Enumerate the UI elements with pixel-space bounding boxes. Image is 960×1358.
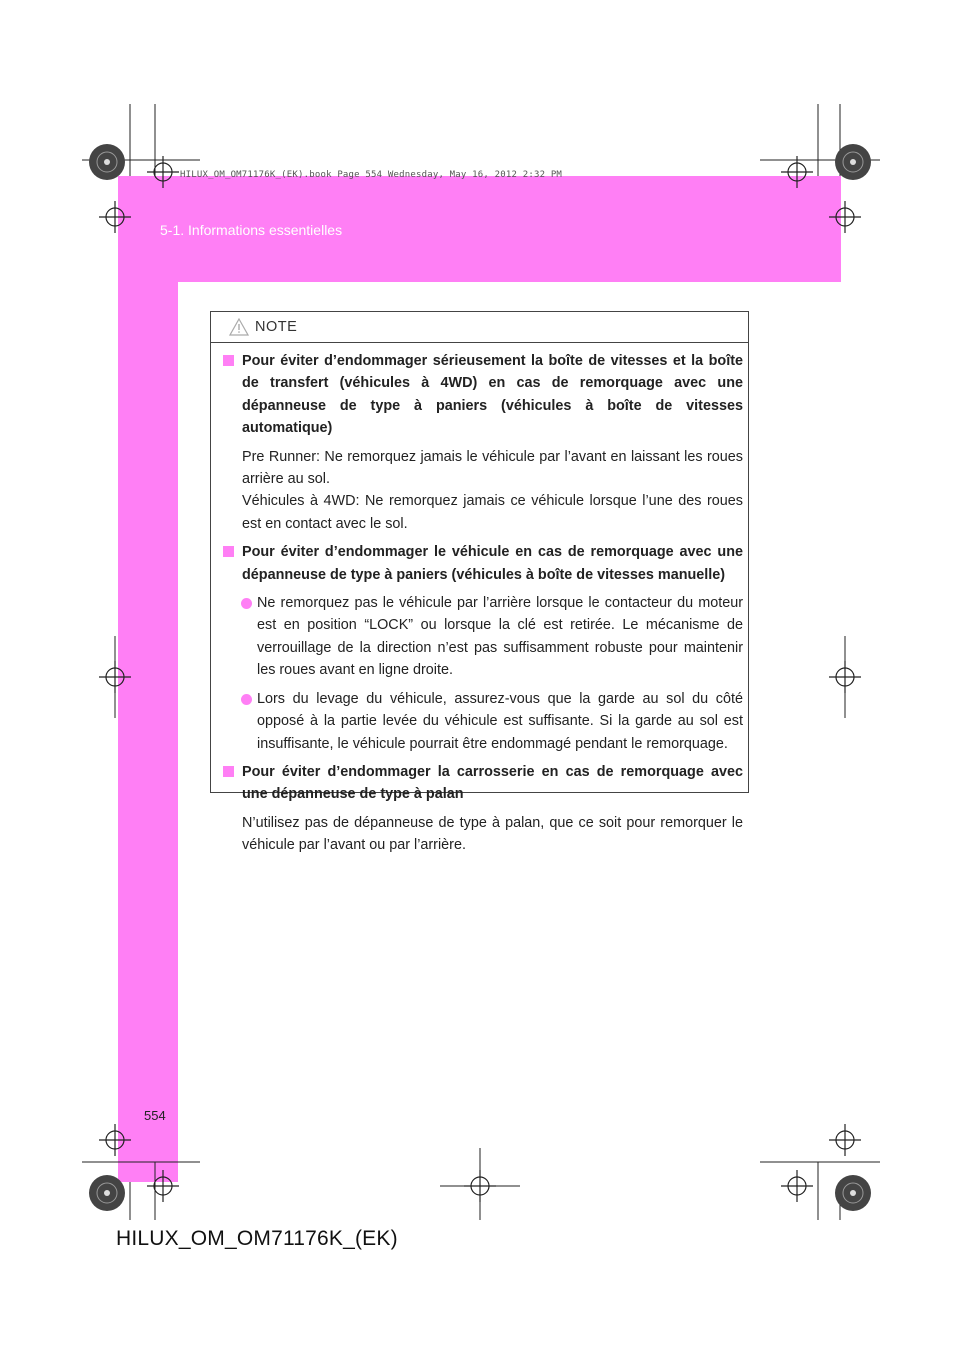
book-info-line: HILUX_OM_OM71176K_(EK).book Page 554 Wednesday, May 16, 2012 2:32 PM [180,170,563,180]
note-paragraph: Véhicules à 4WD: Ne remorquez jamais ce véhicule lorsque l’une des roues est en contact avec le sol. [242,493,743,532]
sunburst-mark-icon [835,144,871,180]
square-bullet-icon [223,766,234,777]
registration-target-icon [829,661,861,693]
note-box [210,311,749,854]
note-heading-text: Pour éviter d’endommager le véhicule en cas de remorquage avec une dépanneuse de type à paniers (véhicules à boîte de vitesses manuelle) [242,544,743,583]
footer-code: HILUX_OM_OM71176K_(EK) [116,1227,398,1250]
round-bullet-icon [241,694,252,705]
registration-target-icon [781,1170,813,1202]
square-bullet-icon [223,546,234,557]
round-bullet-icon [241,598,252,609]
sunburst-mark-icon [835,1175,871,1211]
registration-target-icon [829,1124,861,1156]
section-title: 5-1. Informations essentielles [160,222,343,238]
note-heading [223,350,743,440]
note-bullet [223,592,743,682]
note-label: NOTE [255,319,298,335]
sunburst-mark-icon [89,144,125,180]
warning-triangle-icon [229,318,249,336]
note-body [223,350,743,863]
note-heading [223,541,743,586]
note-heading-text: Pour éviter d’endommager la carrosserie en cas de remorquage avec une dépanneuse de type à palan [242,763,743,803]
registration-target-icon [464,1170,496,1202]
note-bullet-text: Ne remorquez pas le véhicule par l’arrière lorsque le contacteur du moteur est en position “LOCK” ou lorsque la clé est retirée. Le mécanisme de verrouillage de la direction n’est pas suffisamment robuste pour maintenir les roues avant en ligne droite. [257,595,743,679]
note-heading-text: Pour éviter d’endommager sérieusement la boîte de vitesses et la boîte de transfert (véhicules à 4WD) en cas de remorquage avec une dépanneuse de type à paniers (véhicules à boîte de vitesses automatique) [242,353,743,437]
note-header [211,312,748,343]
note-bullet-text: Lors du levage du véhicule, assurez-vous que la garde au sol du côté opposé à la partie levée du véhicule est suffisante. Si la garde au sol est insuffisante, le véhicule pourrait être endommagé pendant le remorquage. [257,690,743,752]
note-bullet [223,688,743,755]
side-tab-band [118,282,178,1182]
page-number: 554 [144,1108,166,1123]
note-paragraph: N’utilisez pas de dépanneuse de type à palan, que ce soit pour remorquer le véhicule par l’avant ou par l’arrière. [242,814,743,854]
square-bullet-icon [223,355,234,366]
note-paragraph: Pre Runner: Ne remorquez jamais le véhicule par l’avant en laissant les roues arrière au sol. [242,448,743,488]
note-heading [223,761,743,806]
